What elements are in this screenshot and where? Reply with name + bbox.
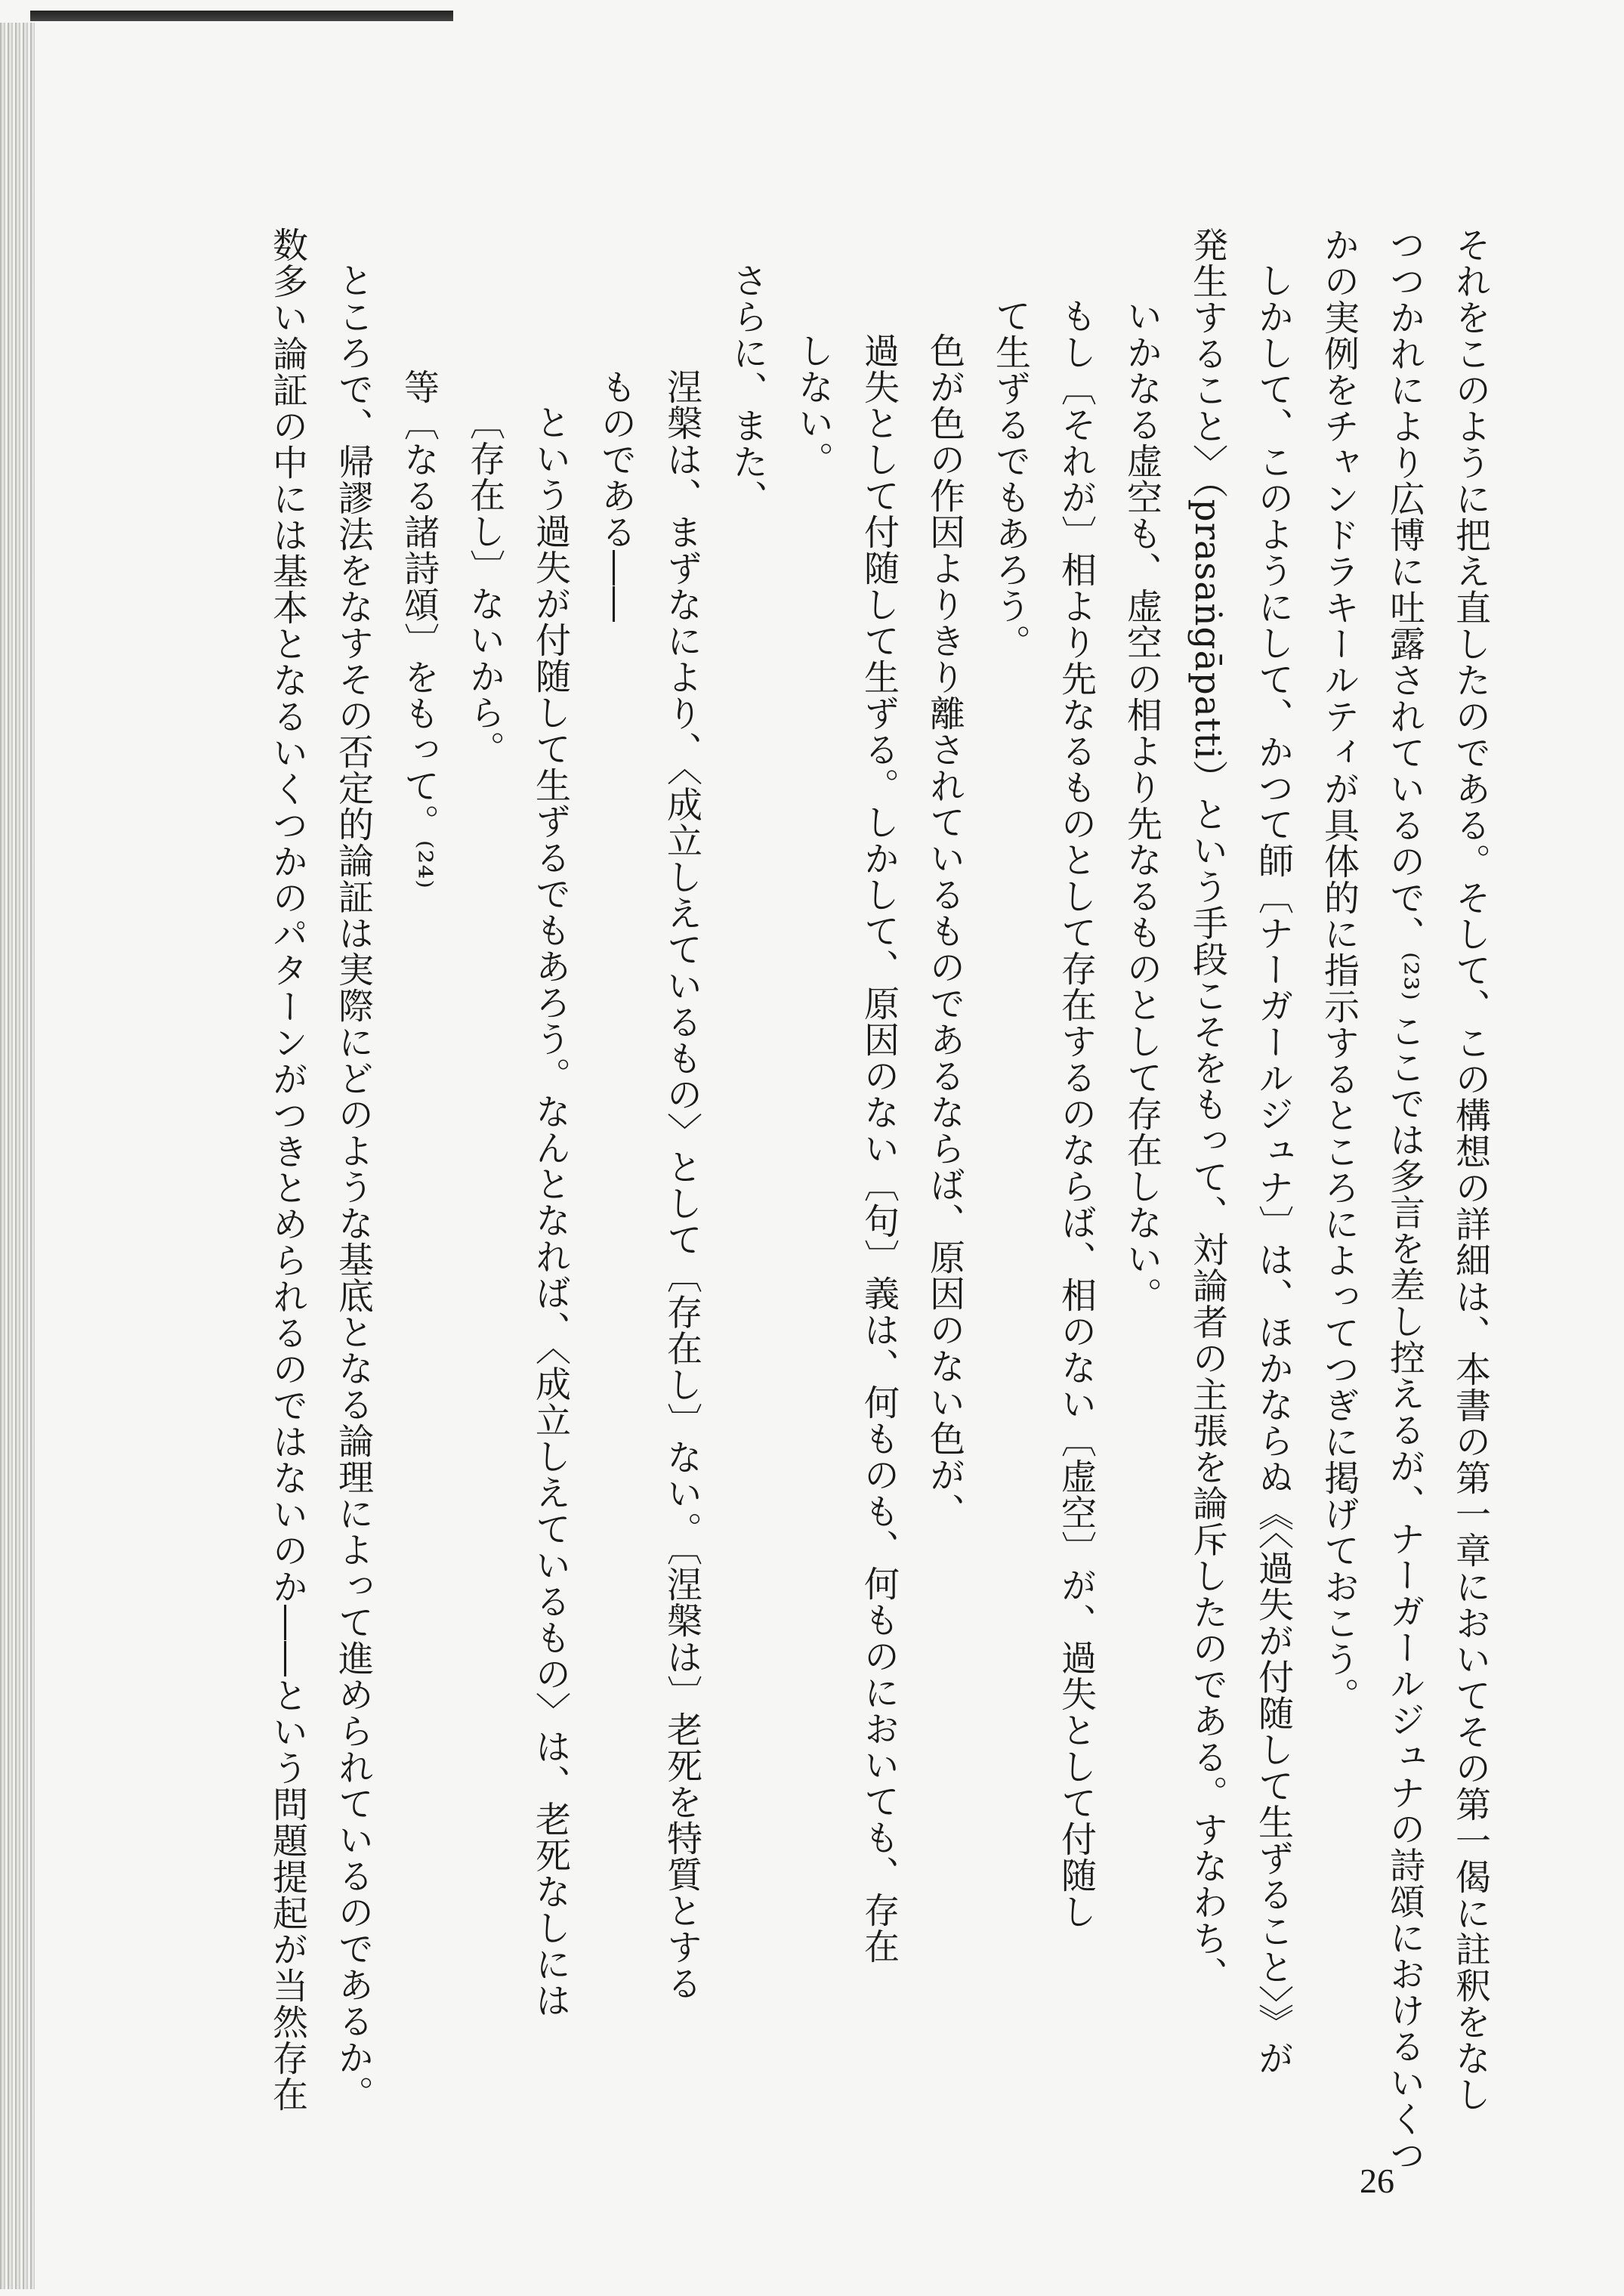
text-line: いかなる虚空も、虚空の相より先なるものとして存在しない。 [1121,298,1162,1313]
text-line: ものである―― [595,369,637,623]
text-line: 発生すること〉（prasaṅgāpatti）という手段こそをもって、対論者の主張を論斥したのである。すなわち、 [1187,227,1228,1993]
text-line: しかして、このようにして、かつて師〔ナーガールジュナ〕は、ほかならぬ《〈過失が付随して生ずること〉》が [1252,262,1294,2076]
header-rule [30,11,453,21]
text-line: 過失として付随して生ずる。しかして、原因のない〔句〕義は、何ものも、何ものにおいても、存在 [858,332,900,1964]
text-line: もし〔それが〕相より先なるものとして存在するのならば、相のない〔虚空〕が、過失として付随し [1055,298,1097,1930]
text-line: それをこのように把え直したのである。そして、この構想の詳細は、本書の第一章においてその第一偈に註釈をなし [1450,227,1491,2112]
text-line: 色が色の作因よりきり離されているものであるならば、原因のない色が、 [924,332,965,1529]
text-line: 等〔なる諸詩頌〕をもって。⁽²⁴⁾ [398,369,440,889]
page-number: 26 [1360,2162,1394,2200]
text-line: 〔存在し〕ないから。 [464,404,505,767]
text-line: かの実例をチャンドラキールティが具体的に指示するところによってつぎに掲げておこう。 [1318,227,1360,1714]
text-line: ところで、帰謬法をなすその否定的論証は実際にどのような基底となる論理によって進められているのであるか。 [332,262,374,2112]
text-line: という過失が付随して生ずるでもあろう。なんとなれば、〈成立しえているもの〉は、老死なしには [529,404,571,2019]
text-line: しない。 [792,332,834,477]
text-line: つつかれにより広博に吐露されているので、⁽²³⁾ ここでは多言を差し控えるが、ナーガールジュナの詩頌におけるいくつ [1384,227,1425,2174]
vertical-text-body [255,227,1503,2174]
text-line: 涅槃は、まずなにより、〈成立しえているもの〉として〔存在し〕ない。〔涅槃は〕老死を特質とする [661,369,702,2001]
text-line: さらに、また、 [727,262,768,516]
text-line: て生ずるでもあろう。 [990,298,1031,660]
text-line: 数多い論証の中には基本となるいくつかのパターンがつきとめられるのではないのか――という問題提起が当然存在 [267,227,308,2112]
binding-edge [0,23,35,2289]
